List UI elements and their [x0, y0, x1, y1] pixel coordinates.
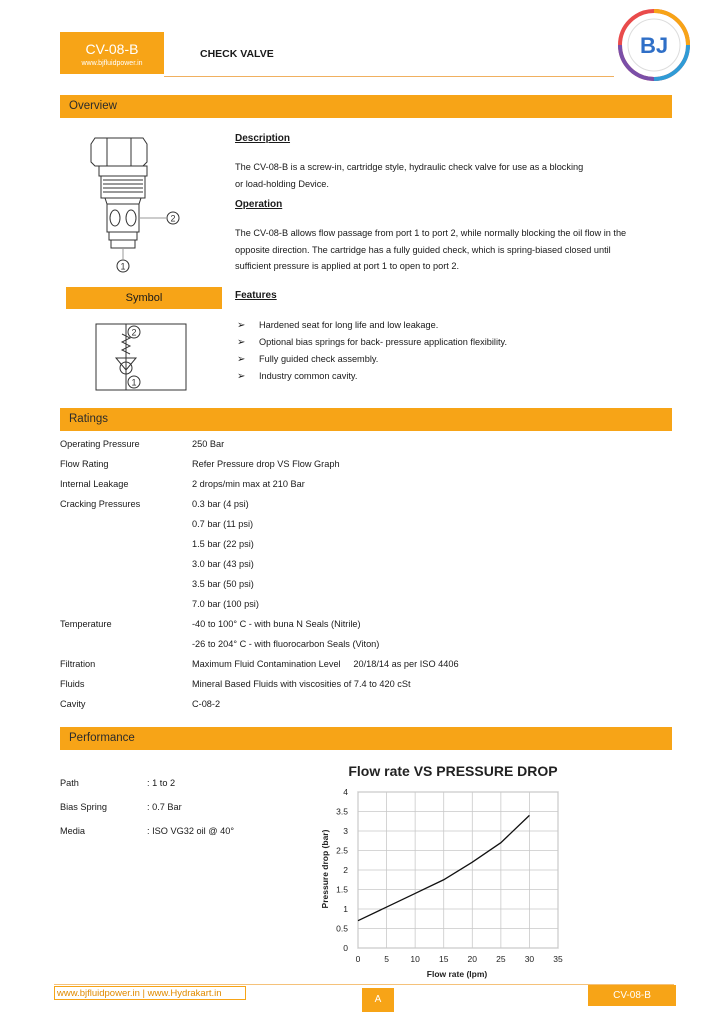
footer-code: CV-08-B [588, 985, 676, 1006]
ratings-section-bar [60, 408, 672, 431]
performance-title: Performance [69, 732, 135, 744]
media-label: Media [60, 826, 86, 836]
operating-pressure-label: Operating Pressure [60, 439, 140, 449]
operation-line-1: The CV-08-B allows flow passage from port 1 to port 2, while normally blocking the oil flow in the [235, 228, 627, 238]
cracking-pressure-value: 3.5 bar (50 psi) [192, 579, 254, 589]
logo-text: BJ [639, 33, 669, 58]
bias-spring-value: : 0.7 Bar [147, 802, 182, 812]
drawing-port1-label: 1 [120, 261, 126, 272]
y-axis-label: Pressure drop (bar) [320, 829, 330, 909]
operating-pressure-value: 250 Bar [192, 439, 225, 449]
fluids-value: Mineral Based Fluids with viscosities of 7.4 to 420 cSt [192, 679, 411, 689]
x-tick-label: 0 [355, 954, 361, 964]
feature-item: ➢ Fully guided check assembly. [237, 351, 507, 368]
x-tick-label: 5 [384, 954, 389, 964]
media-value: : ISO VG32 oil @ 40° [147, 826, 235, 836]
y-tick-label: 0.5 [336, 923, 348, 934]
flow-vs-pressure-chart [310, 756, 580, 982]
symbol-port2-label: 2 [131, 327, 137, 338]
arrow-bullet-icon: ➢ [237, 371, 246, 382]
x-axis-label: Flow rate (lpm) [426, 969, 488, 979]
cracking-pressure-value: 0.7 bar (11 psi) [192, 519, 254, 529]
arrow-bullet-icon: ➢ [237, 320, 246, 331]
bj-logo [617, 8, 691, 82]
y-tick-label: 3 [343, 826, 348, 836]
flow-rating-label: Flow Rating [60, 459, 109, 469]
description-heading: Description [235, 133, 291, 144]
operation-line-2: opposite direction. The cartridge has a fully guided check, which is spring-biased closed until [235, 244, 611, 255]
header-divider [164, 76, 614, 77]
y-tick-label: 2 [343, 865, 348, 875]
internal-leakage-value: 2 drops/min max at 210 Bar [192, 479, 305, 489]
symbol-label-bar [66, 287, 222, 309]
cracking-pressures-label: Cracking Pressures [60, 499, 141, 509]
y-tick-label: 3.5 [336, 806, 348, 817]
y-tick-label: 1.5 [336, 884, 348, 895]
path-value: : 1 to 2 [147, 778, 176, 788]
overview-section-bar [60, 95, 672, 118]
revision-badge: A [362, 988, 394, 1012]
symbol-label: Symbol [125, 292, 163, 304]
internal-leakage-label: Internal Leakage [60, 479, 129, 489]
symbol-port1-label: 1 [131, 377, 137, 388]
cracking-pressure-value: 1.5 bar (22 psi) [192, 539, 254, 549]
y-tick-label: 1 [343, 904, 348, 914]
ratings-title: Ratings [69, 413, 108, 425]
description-line-2: or load-holding Device. [235, 178, 329, 189]
overview-title: Overview [69, 100, 117, 112]
filtration-value: Maximum Fluid Contamination Level 20/18/14 as per ISO 4406 [192, 659, 459, 669]
cavity-label: Cavity [60, 699, 86, 709]
x-tick-label: 30 [524, 954, 535, 964]
filtration-label: Filtration [60, 659, 96, 669]
y-tick-label: 2.5 [336, 845, 348, 856]
check-valve-symbol [92, 320, 192, 394]
page-title: CHECK VALVE [200, 48, 274, 60]
header-code-tab [60, 32, 164, 74]
header-code: CV-08-B [85, 41, 139, 57]
x-tick-label: 15 [438, 954, 449, 964]
chart-title: Flow rate VS PRESSURE DROP [348, 763, 558, 779]
valve-drawing [85, 132, 195, 280]
temperature-value: -40 to 100° C - with buna N Seals (Nitrile) [192, 619, 361, 629]
cracking-pressure-value: 0.3 bar (4 psi) [192, 499, 249, 509]
header-website[interactable]: www.bjfluidpower.in [81, 60, 143, 67]
y-tick-label: 4 [343, 787, 348, 797]
features-heading: Features [235, 290, 277, 301]
feature-item: ➢ Hardened seat for long life and low leakage. [237, 317, 507, 334]
x-tick-label: 20 [467, 954, 478, 964]
drawing-port2-label: 2 [170, 213, 176, 224]
footer-divider [54, 984, 674, 985]
cavity-value: C-08-2 [192, 699, 221, 709]
cracking-pressure-value: 3.0 bar (43 psi) [192, 559, 254, 569]
y-tick-label: 0 [343, 943, 348, 953]
x-tick-label: 35 [553, 954, 563, 964]
feature-item: ➢ Optional bias springs for back- pressure application flexibility. [237, 334, 507, 351]
x-tick-label: 10 [410, 954, 420, 964]
flow-rating-value: Refer Pressure drop VS Flow Graph [192, 459, 340, 469]
description-line-1: The CV-08-B is a screw-in, cartridge style, hydraulic check valve for use as a blocking [235, 162, 584, 172]
footer-links[interactable]: www.bjfluidpower.in | www.Hydrakart.in [54, 986, 246, 1000]
path-label: Path [60, 778, 79, 788]
arrow-bullet-icon: ➢ [237, 337, 246, 348]
operation-heading: Operation [235, 199, 283, 210]
x-tick-label: 25 [496, 954, 506, 964]
arrow-bullet-icon: ➢ [237, 354, 246, 365]
cracking-pressure-value: 7.0 bar (100 psi) [192, 599, 259, 609]
bias-spring-label: Bias Spring [60, 802, 107, 812]
operation-text [235, 225, 675, 275]
temperature-value: -26 to 204° C - with fluorocarbon Seals (Viton) [192, 639, 380, 649]
fluids-label: Fluids [60, 679, 85, 689]
performance-section-bar [60, 727, 672, 750]
features-list [237, 317, 507, 385]
description-text [235, 159, 675, 192]
operation-line-3: sufficient pressure is applied at port 1 to open to port 2. [235, 261, 460, 271]
feature-item: ➢ Industry common cavity. [237, 368, 507, 385]
temperature-label: Temperature [60, 619, 112, 629]
